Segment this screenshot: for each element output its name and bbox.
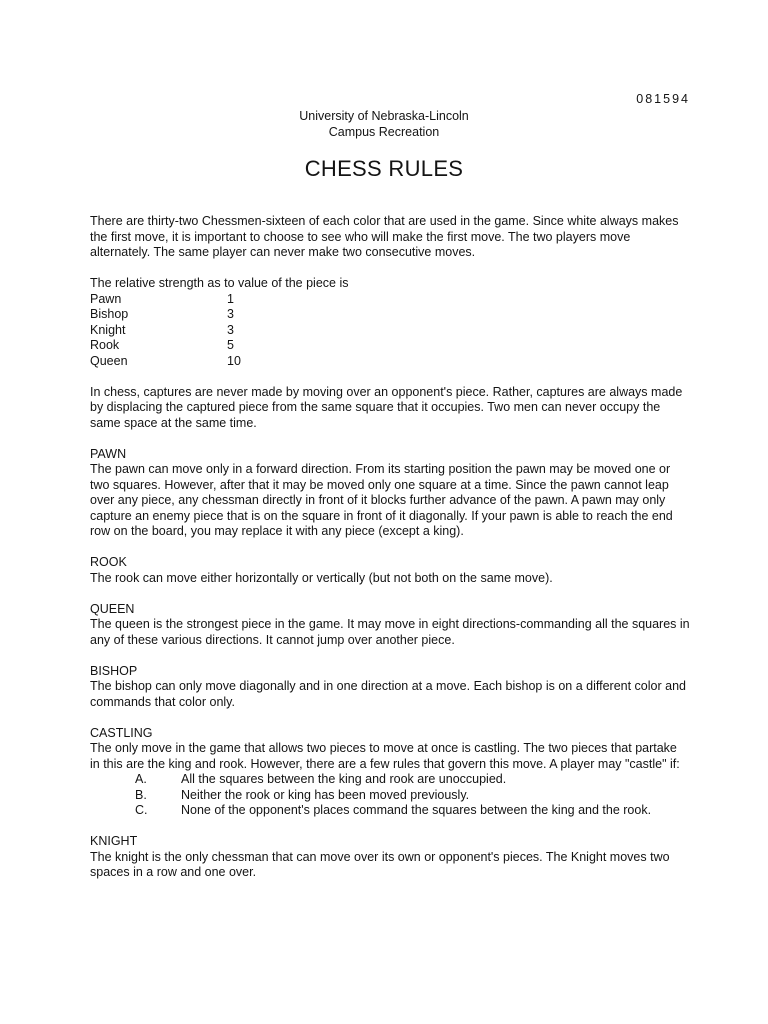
queen-heading: QUEEN (90, 601, 135, 616)
queen-section (90, 602, 690, 649)
page-title: CHESS RULES (304, 156, 464, 181)
queen-text: The queen is the strongest piece in the game. It may move in eight directions-commanding all the squares in any of these various directions. It cannot jump over another piece. (90, 617, 690, 647)
value-row-queen (90, 354, 690, 370)
piece-values-section (90, 276, 690, 369)
piece-value: 3 (227, 322, 234, 337)
piece-name: Queen (90, 353, 128, 368)
rule-text: Neither the rook or king has been moved previously. (181, 787, 470, 802)
rook-text: The rook can move either horizontally or vertically (but not both on the same move). (90, 570, 553, 585)
castling-text: The only move in the game that allows two pieces to move at once is castling. The two pieces that partake in this are the king and rook. However, there are a few rules that govern this move. A player may "castle" if: (90, 741, 680, 771)
value-row-bishop (90, 307, 690, 323)
piece-value: 1 (227, 291, 234, 306)
castling-section (90, 726, 690, 819)
intro-paragraph: There are thirty-two Chessmen-sixteen of each color that are used in the game. Since white always makes the first move, it is important to choose to see who will make the first move. The two players move alternately. The same player can never make two consecutive moves. (90, 214, 679, 259)
rook-section (90, 555, 690, 586)
rook-heading: ROOK (90, 555, 127, 569)
bishop-section (90, 664, 690, 711)
header-department: Campus Recreation (328, 125, 440, 139)
castling-heading: CASTLING (90, 725, 153, 740)
knight-section (90, 834, 690, 881)
rule-letter: B. (135, 787, 147, 802)
piece-value: 5 (227, 338, 234, 352)
bishop-text: The bishop can only move diagonally and in one direction at a move. Each bishop is on a different color and commands that color only. (90, 679, 686, 709)
value-row-pawn (90, 292, 690, 308)
castling-rule (90, 788, 690, 804)
piece-values-heading: The relative strength as to value of the piece is (90, 276, 349, 290)
piece-value: 10 (227, 353, 241, 368)
rule-letter: C. (135, 803, 148, 817)
castling-rule (90, 772, 690, 788)
castling-rule (90, 803, 690, 819)
pawn-section (90, 447, 690, 540)
rule-letter: A. (135, 772, 147, 786)
knight-text: The knight is the only chessman that can move over its own or opponent's pieces. The Knight moves two spaces in a row and one over. (90, 849, 670, 879)
piece-value: 3 (227, 307, 234, 321)
piece-name: Rook (90, 338, 120, 352)
piece-name: Pawn (90, 291, 122, 306)
rule-text: None of the opponent's places command the squares between the king and the rook. (181, 803, 652, 817)
document-header (0, 108, 768, 140)
value-row-rook (90, 338, 690, 354)
piece-name: Bishop (90, 307, 129, 321)
pawn-heading: PAWN (90, 446, 127, 461)
piece-values-table (90, 292, 690, 370)
captures-paragraph: In chess, captures are never made by moving over an opponent's piece. Rather, captures are always made by displacing the captured piece from the same square that it occupies. Two men can never occupy the same space at the same time. (90, 384, 683, 430)
document-body (90, 214, 690, 896)
header-university: University of Nebraska-Lincoln (299, 109, 469, 123)
value-row-knight (90, 323, 690, 339)
knight-heading: KNIGHT (90, 834, 138, 848)
rule-text: All the squares between the king and rook are unoccupied. (181, 772, 507, 786)
pawn-text: The pawn can move only in a forward direction. From its starting position the pawn may be moved one or two squares. However, after that it may be moved only one square at a time. Since the pawn cannot leap over any piece, any chessman directly in front of it blocks further advance of the pawn. A pawn may only capture an enemy piece that is on the square in front of it diagonally. If your pawn is able to reach the end row on the board, you may replace it with any piece (except a king). (90, 462, 673, 538)
document-code: 081594 (636, 92, 690, 106)
bishop-heading: BISHOP (90, 663, 138, 678)
piece-name: Knight (90, 322, 126, 337)
castling-rules-list (90, 772, 690, 819)
